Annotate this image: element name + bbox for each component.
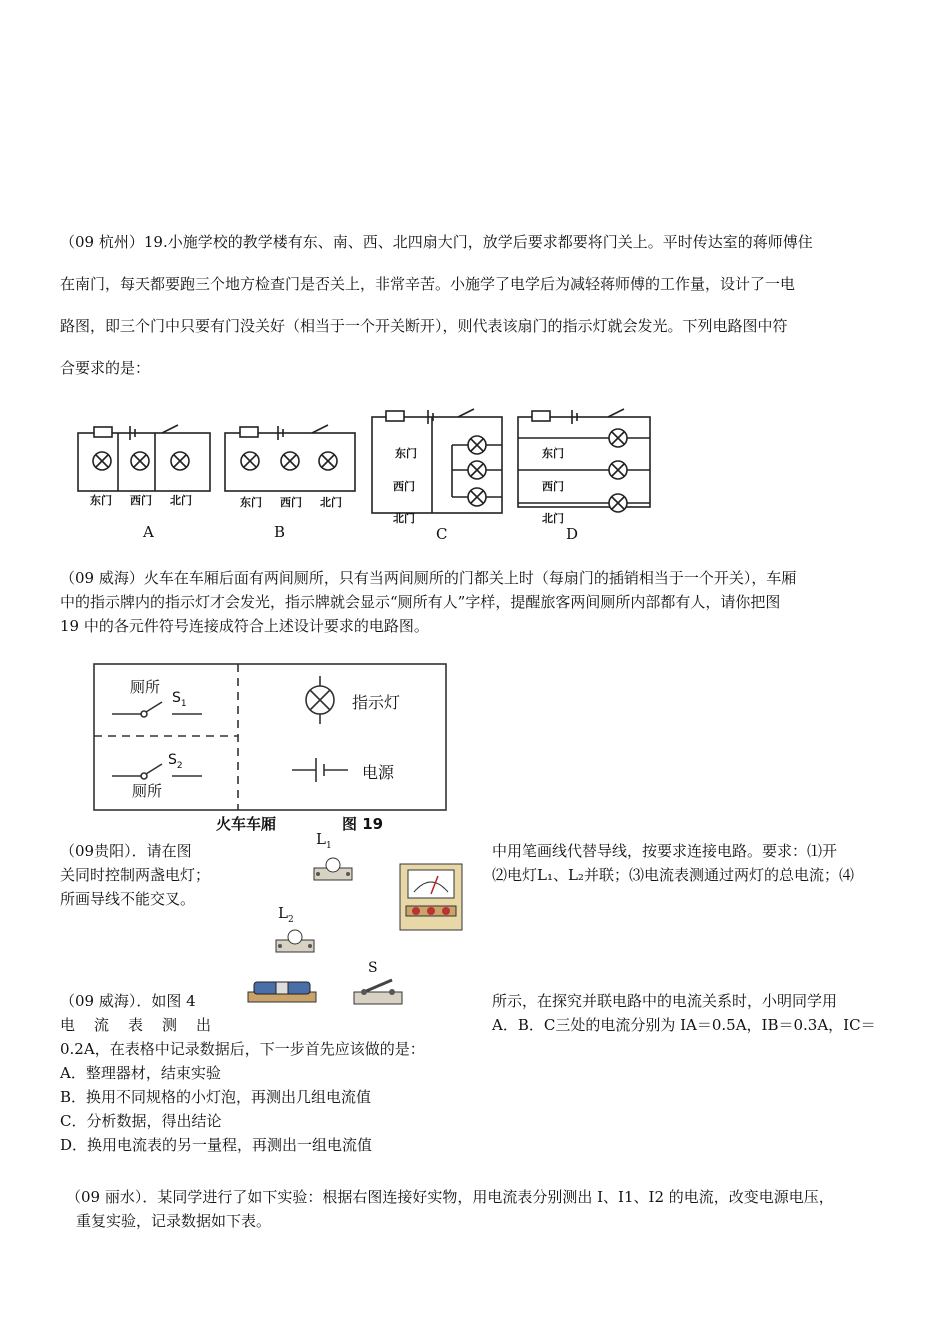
fig19-caption: 火车车厢 [216,815,277,833]
circuit-a-door-east: 东门 [90,494,112,507]
circuit-b-door-west: 西门 [280,496,302,509]
option-a-label: A [143,523,154,541]
option-c-label: C [436,525,448,543]
weihai2-option-a: A．整理器材，结束实验 [60,1064,221,1082]
weihai2-option-c: C．分析数据，得出结论 [60,1112,222,1130]
fig19-lamp-label: 指示灯 [352,693,401,712]
fig19-s2-label [168,752,183,771]
guiyang-right1: 中用笔画线代替导线，按要求连接电路。要求：⑴开 [492,842,838,860]
lamp-l2-text: L [278,904,288,922]
lamp-l2-icon [272,924,318,954]
fig19-s2-sub: 2 [176,760,183,771]
weihai2-option-b: B．换用不同规格的小灯泡，再测出几组电流值 [60,1088,372,1106]
lamp-l2-sub: 2 [287,915,294,925]
circuit-a-door-west: 西门 [130,494,152,507]
weihai1-line2: 中的指示牌内的指示灯才会发光，指示牌就会显示“厕所有人”字样，提醒旅客两间厕所内部都有人，请你把图 [60,593,781,611]
lishui-line2: 重复实验，记录数据如下表。 [76,1212,272,1230]
circuit-c-door-north: 北门 [393,512,415,525]
circuit-c-door-west: 西门 [393,480,415,493]
switch-icon [352,976,404,1006]
switch-s-label: S [368,960,378,976]
fig19-s2-text: S [168,752,177,768]
circuit-a-door-north: 北门 [170,494,192,507]
weihai2-left1: （09 威海）．如图 4 [60,992,196,1010]
circuit-d-door-west: 西门 [542,480,564,493]
weihai1-line3: 19 中的各元件符号连接成符合上述设计要求的电路图。 [60,617,429,635]
lamp-l1-sub: 1 [325,841,332,851]
fig19-s1-text: S [172,690,181,706]
circuit-d-door-east: 东门 [542,447,564,460]
lamp-l1-icon [310,852,356,882]
fig19-s1-sub: 1 [180,698,187,709]
weihai2-right1: 所示，在探究并联电路中的电流关系时，小明同学用 [492,992,838,1010]
circuit-c [372,409,502,513]
option-b-label: B [274,523,286,541]
fig19-toilet2-label: 厕所 [132,782,163,800]
battery-icon [246,976,318,1006]
guiyang-left3: 所画导线不能交叉。 [60,890,196,908]
weihai2-right2: A．B．C三处的电流分别为 IA＝0.5A，IB＝0.3A，IC＝ [492,1016,876,1034]
fig19-source-label: 电源 [362,763,395,782]
lamp-l2-label [278,904,294,925]
fig19-toilet1-label: 厕所 [130,678,161,696]
circuit-b [225,425,355,491]
lishui-line1: （09 丽水）．某同学进行了如下实验：根据右图连接好实物，用电流表分别测出 I、I1、I2 的电流，改变电源电压， [66,1188,834,1206]
weihai2-option-d: D．换用电流表的另一量程，再测出一组电流值 [60,1136,373,1154]
lamp-l1-label [316,830,332,851]
lamp-l1-text: L [316,830,326,848]
q19-line1: （09 杭州）19.小施学校的教学楼有东、南、西、北四扇大门，放学后要求都要将门关上。平时传达室的蒋师傅住 [60,233,813,251]
q19-line3: 路图，即三个门中只要有门没关好（相当于一个开关断开），则代表该扇门的指示灯就会发光。下列电路图中符 [60,317,788,335]
ammeter-icon [398,862,464,932]
circuit-c-door-east: 东门 [395,447,417,460]
circuit-a [78,425,210,491]
guiyang-right2: ⑵电灯L₁、L₂并联；⑶电流表测通过两灯的总电流；⑷ [492,866,854,884]
guiyang-left1: （09贵阳）．请在图 [60,842,192,860]
q19-line2: 在南门，每天都要跑三个地方检查门是否关上，非常辛苦。小施学了电学后为减轻蒋师傅的工作量，设计了一电 [60,275,796,293]
circuit-d-door-north: 北门 [542,512,564,525]
q19-line4: 合要求的是： [60,359,151,377]
option-d-label: D [566,525,579,543]
fig19-number: 图 19 [342,815,384,833]
weihai1-line1: （09 威海）火车在车厢后面有两间厕所，只有当两间厕所的门都关上时（每扇门的插销相当于一个开关），车厢 [60,569,797,587]
circuit-d [518,409,650,512]
guiyang-left2: 关同时控制两盏电灯； [60,866,211,884]
fig19-s1-label [172,690,187,709]
circuit-b-door-east: 东门 [240,496,262,509]
weihai2-left2: 电 流 表 测 出 [60,1016,214,1034]
weihai2-line3: 0.2A，在表格中记录数据后，下一步首先应该做的是： [60,1040,425,1058]
circuit-b-door-north: 北门 [320,496,342,509]
